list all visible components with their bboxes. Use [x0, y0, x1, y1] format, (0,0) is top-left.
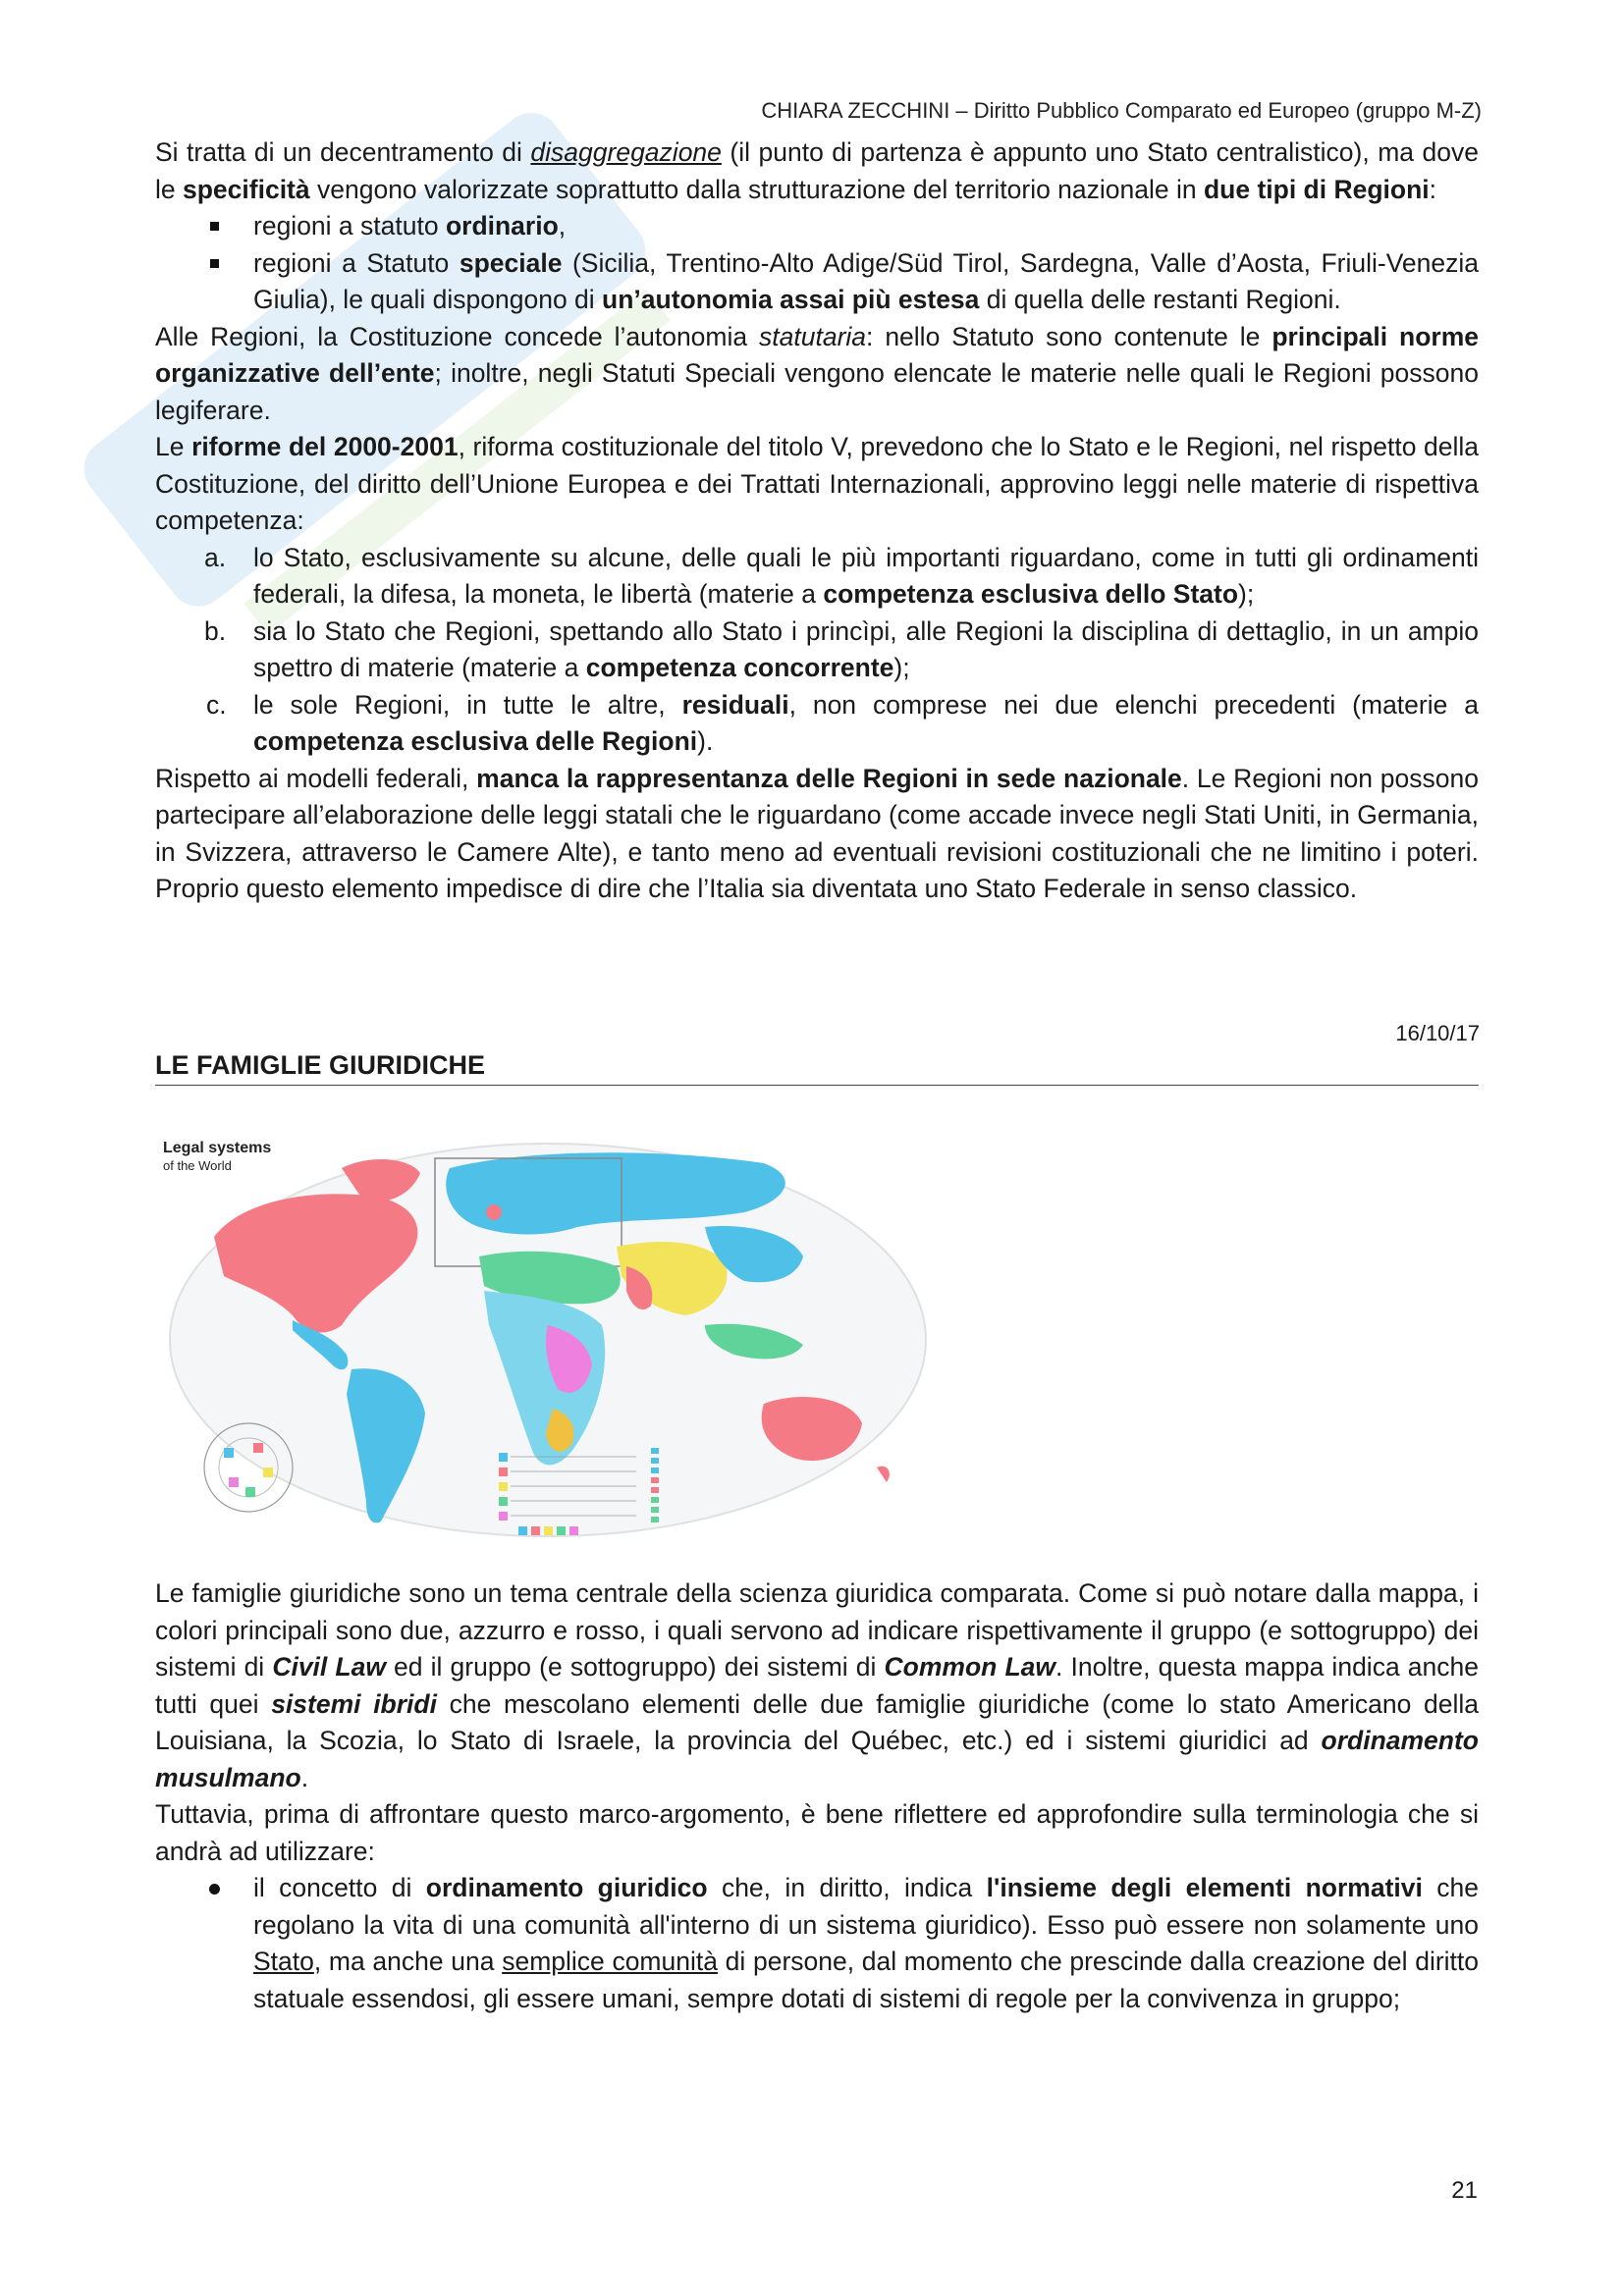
paragraph-riforme: Le riforme del 2000-2001, riforma costituzionale del titolo V, prevedono che lo Stato e le Regioni, nel rispetto della Costituzione, del diritto dell’Unione Europea e dei Trattati Internazionali, approvino leggi nelle materie di rispettiva competenza: [155, 432, 1480, 535]
main-text-top [155, 134, 1479, 908]
paragraph-terminologia: Tuttavia, prima di affrontare questo marco-argomento, è bene riflettere ed approfondire sulla terminologia che si andrà ad utilizzare: [155, 1799, 1479, 1866]
map-title: Legal systems [163, 1140, 272, 1156]
list-item-ordinamento: il concetto di ordinamento giuridico che, in diritto, indica l'insieme degli elementi normativi che regolano la vita di una comunità all'interno di un sistema giuridico). Esso può essere non solamente uno Stato, ma anche una semplice comunità di persone, dal momento che prescinde dalla creazione del diritto statuale essendosi, gli essere umani, sempre dotati di sistemi di regole per la convivenza in gruppo; [155, 1870, 1479, 2017]
paragraph-decentramento: Si tratta di un decentramento di disaggregazione (il punto di partenza è appunto uno Stato centralistico), ma dove le specificità vengono valorizzate soprattutto dalla strutturazione del territorio nazionale in due tipi di Regioni: [155, 137, 1479, 204]
square-bullet-icon [210, 222, 219, 231]
square-bullet-icon [210, 259, 219, 268]
list-item-a: a. lo Stato, esclusivamente su alcune, delle quali le più importanti riguardano, come in tutti gli ordinamenti federali, la difesa, la moneta, le libertà (materie a competenza esclusiva dello Stato); [204, 542, 1479, 609]
list-item-ordinario: regioni a statuto ordinario, [155, 208, 1479, 245]
page-number: 21 [1451, 2177, 1478, 2204]
paragraph-famiglie: Le famiglie giuridiche sono un tema centrale della scienza giuridica comparata. Come si può notare dalla mappa, i colori principali sono due, azzurro e rosso, i quali servono ad indicare rispettivamente il gruppo (e sottogruppo) dei sistemi di Civil Law ed il gruppo (e sottogruppo) dei sistemi di Common Law. Inoltre, questa mappa indica anche tutti quei sistemi ibridi che mescolano elementi delle due famiglie giuridiche (come lo stato Americano della Louisiana, la Scozia, lo Stato di Israele, la provincia del Québec, etc.) ed i sistemi giuridici ad ordinamento musulmano. [155, 1578, 1479, 1792]
main-text-bottom [155, 1575, 1479, 2017]
list-item-b: b. sia lo Stato che Regioni, spettando allo Stato i princìpi, alle Regioni la disciplina di dettaglio, in un ampio spettro di materie (materie a competenza concorrente); [204, 615, 1479, 682]
paragraph-statutaria: Alle Regioni, la Costituzione concede l’autonomia statutaria: nello Statuto sono contenute le principali norme organizzative dell’ente; inoltre, negli Statuti Speciali vengono elencate le materie nelle quali le Regioni possono legiferare. [155, 321, 1480, 425]
paragraph-modelli-federali: Rispetto ai modelli federali, manca la rappresentanza delle Regioni in sede nazionale. Le Regioni non possono partecipare all’elaborazione delle leggi statali che le riguardano (come accade invece negli Stati Uniti, in Germania, in Svizzera, attraverso le Camere Alte), e tanto meno ad eventuali revisioni costituzionali che ne limitino i poteri. Proprio questo elemento impedisce di dire che l’Italia sia diventata uno Stato Federale in senso classico. [155, 763, 1480, 903]
round-bullet-icon [209, 1884, 220, 1895]
list-item-c: c. le sole Regioni, in tutte le altre, residuali, non comprese nei due elenchi precedenti (materie a competenza esclusiva delle Regioni). [206, 689, 1479, 756]
list-item-speciale: regioni a Statuto speciale (Sicilia, Trentino-Alto Adige/Süd Tirol, Sardegna, Valle d’Aosta, Friuli-Venezia Giulia), le quali dispongono di un’autonomia assai più estesa di quella delle restanti Regioni. [155, 245, 1479, 319]
map-subtitle: of the World [163, 1158, 232, 1173]
legal-systems-world-map [155, 1129, 931, 1541]
running-header: CHIARA ZECCHINI – Diritto Pubblico Comparato ed Europeo (gruppo M-Z) [761, 98, 1482, 123]
lecture-date: 16/10/17 [1395, 1021, 1480, 1045]
section-heading: LE FAMIGLIE GIURIDICHE [155, 1050, 1479, 1086]
